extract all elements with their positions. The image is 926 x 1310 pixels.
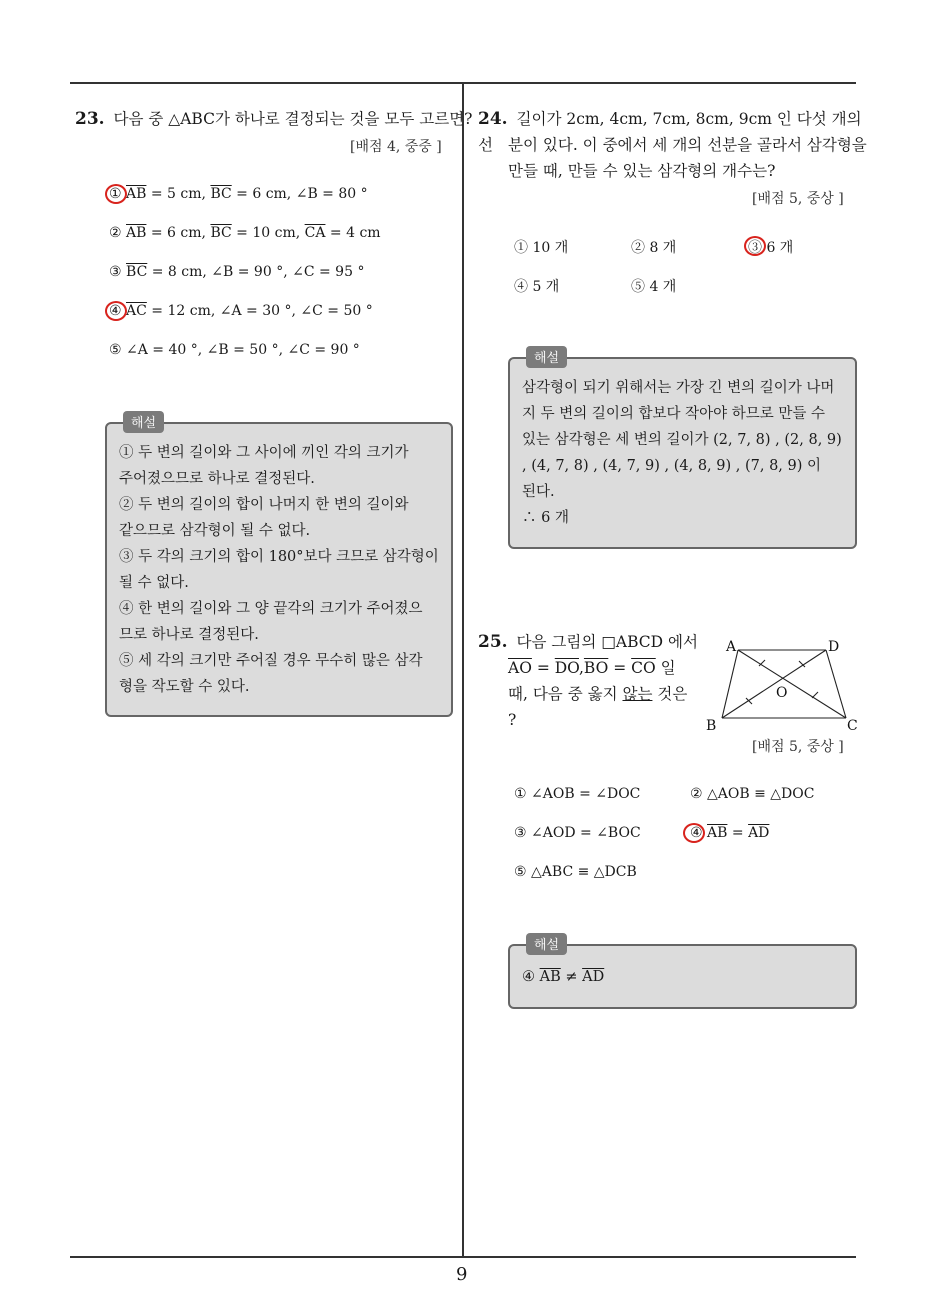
q23-choice-2-part-0: $\overline{AB}$	[126, 225, 147, 241]
choice-number: ②	[690, 786, 708, 802]
q24-number: 24.	[478, 109, 508, 129]
q24-choice-3[interactable]: ③ 6 개	[748, 240, 794, 256]
choice-number: ⑤	[514, 864, 532, 880]
q25-choice-4-part-1: =	[727, 825, 749, 841]
q25-meta: [배점 5, 중상 ]	[752, 739, 844, 755]
q24-solution-box	[508, 351, 857, 549]
q25-choice-3[interactable]	[514, 825, 641, 841]
q25-solution-part-1: $\overline{AB}$	[539, 969, 561, 985]
choice-number: ④	[109, 303, 127, 319]
q23-choice-1[interactable]	[109, 186, 368, 202]
q24-answer-circle-3	[744, 236, 766, 256]
q23-answer-circle-4	[105, 301, 127, 321]
q23-choice-5[interactable]	[109, 342, 360, 358]
q23-choice-2-part-2: $\overline{BC}$	[210, 225, 232, 241]
choice-number: ②	[109, 225, 127, 241]
q23-question-text: 다음 중 △ABC가 하나로 결정되는 것을 모두 고르면?	[113, 110, 473, 128]
choice-number: ③	[514, 825, 532, 841]
q23-choice-4-part-0: $\overline{AC}$	[126, 303, 147, 319]
q23-choice-4-part-1: = 12 cm, ∠A = 30 °, ∠C = 50 °	[146, 303, 373, 319]
q23-choice-2-part-5: = 4 cm	[325, 225, 381, 241]
q23-choice-3-part-1: = 8 cm, ∠B = 90 °, ∠C = 95 °	[147, 264, 365, 280]
q25-choice-2[interactable]	[690, 786, 814, 802]
column-divider	[462, 82, 464, 1257]
q23-solution-line-4: 같으므로 삼각형이 될 수 없다.	[119, 523, 311, 539]
q23-choice-4[interactable]	[109, 303, 373, 319]
q24-question-line-3: 만들 때, 만들 수 있는 삼각형의 개수는?	[508, 162, 776, 180]
q23-choice-2[interactable]	[109, 225, 381, 241]
choice-number: ④	[690, 825, 708, 841]
q23-choice-1-part-0: $\overline{AB}$	[126, 186, 147, 202]
q23-choice-1-part-3: = 6 cm, ∠B = 80 °	[231, 186, 368, 202]
q23-answer-circle-1	[105, 184, 127, 204]
q25-line2-part-6: $\overline{CO}$	[631, 659, 656, 677]
q23-question	[75, 106, 472, 132]
q24-choice-5[interactable]: ⑤ 4 개	[631, 279, 677, 295]
q25-line3-post: 것은	[652, 685, 688, 703]
choice-number: ⑤	[109, 342, 127, 358]
q25-line2-part-3: ,	[578, 659, 584, 677]
label-o: O	[776, 685, 788, 701]
q25-line2-part-2: $\overline{DO}$	[554, 659, 579, 677]
q24-solution-line-2: 지 두 변의 길이의 합보다 작아야 하므로 만들 수	[522, 406, 826, 422]
q25-choice-4-part-0: $\overline{AB}$	[707, 825, 728, 841]
q25-choice-5[interactable]	[514, 864, 637, 880]
q24-choice-4[interactable]: ④ 5 개	[514, 279, 560, 295]
choice-number: ①	[109, 186, 127, 202]
q24-solution-tag: 해설	[526, 346, 567, 368]
q24-solution-text	[522, 375, 850, 531]
footer-rule	[70, 1256, 856, 1258]
q24-solution-line-5: 된다.	[522, 484, 555, 500]
q23-choice-2-part-1: = 6 cm,	[146, 225, 211, 241]
q25-solution-part-0: ④	[522, 969, 540, 985]
q25-solution-text	[522, 964, 604, 990]
q24-solution-line-6: ∴ 6 개	[522, 510, 569, 526]
diagonal-ac	[738, 650, 846, 718]
label-d: D	[828, 639, 840, 655]
q25-solution-part-2: ≠	[560, 969, 583, 985]
q25-question-line-2	[508, 655, 676, 681]
q23-choice-5-part-0: ∠A = 40 °, ∠B = 50 °, ∠C = 90 °	[126, 342, 360, 358]
q24-meta: [배점 5, 중상 ]	[752, 191, 844, 207]
q25-choice-1[interactable]	[514, 786, 640, 802]
choice-number: ①	[514, 786, 532, 802]
q23-solution-line-7: ④ 한 변의 길이와 그 양 끝각의 크기가 주어졌으	[119, 601, 423, 617]
q25-solution-tag: 해설	[526, 933, 567, 955]
quadrilateral-abcd-diagram	[702, 636, 862, 741]
q23-choice-1-part-1: = 5 cm,	[146, 186, 211, 202]
q23-solution-line-3: ② 두 변의 길이의 합이 나머지 한 변의 길이와	[119, 497, 409, 513]
q25-question-line-4: ?	[508, 711, 517, 729]
q25-line2-part-0: $\overline{AO}$	[508, 659, 532, 677]
q23-meta: [배점 4, 중중 ]	[350, 139, 442, 155]
q23-solution-line-6: 될 수 없다.	[119, 575, 189, 591]
q25-choice-1-part-0: ∠AOB = ∠DOC	[531, 786, 641, 802]
q23-solution-line-2: 주어졌으므로 하나로 결정된다.	[119, 471, 315, 487]
q25-line2-part-1: =	[531, 659, 555, 677]
label-b: B	[706, 718, 717, 734]
q25-question-line-3	[508, 681, 687, 707]
q25-question-line-1-text: 다음 그림의 □ABCD 에서	[516, 633, 698, 651]
q23-solution-line-5: ③ 두 각의 크기의 합이 180°보다 크므로 삼각형이	[119, 549, 439, 565]
q25-line3-underlined: 않는	[622, 685, 653, 703]
q25-line2-part-5: =	[608, 659, 632, 677]
q23-solution-box	[105, 416, 453, 717]
label-c: C	[847, 718, 858, 734]
page-number: 9	[456, 1264, 468, 1285]
q25-choice-4-part-2: $\overline{AD}$	[748, 825, 770, 841]
q24-solution-line-1: 삼각형이 되기 위해서는 가장 긴 변의 길이가 나머	[522, 380, 835, 396]
q25-number: 25.	[478, 632, 508, 652]
q25-line3-pre: 때, 다음 중 옳지	[508, 685, 623, 703]
q23-number: 23.	[75, 109, 105, 129]
q24-choice-1[interactable]: ① 10 개	[514, 240, 569, 256]
q23-solution-tag: 해설	[123, 411, 164, 433]
q25-question-line-1	[478, 629, 698, 655]
q24-question-line-2: 분이 있다. 이 중에서 세 개의 선분을 골라서 삼각형을	[508, 136, 867, 154]
choice-number: ③	[109, 264, 127, 280]
q23-choice-1-part-2: $\overline{BC}$	[210, 186, 232, 202]
q25-choice-5-part-0: △ABC ≡ △DCB	[531, 864, 637, 880]
q23-choice-2-part-4: $\overline{CA}$	[304, 225, 326, 241]
q25-solution-part-3: $\overline{AD}$	[582, 969, 605, 985]
q23-solution-line-1: ① 두 변의 길이와 그 사이에 끼인 각의 크기가	[119, 445, 409, 461]
q23-choice-3-part-0: $\overline{BC}$	[126, 264, 148, 280]
q23-solution-line-9: ⑤ 세 각의 크기만 주어질 경우 무수히 많은 삼각	[119, 653, 423, 669]
q25-line2-part-4: $\overline{BO}$	[583, 659, 609, 677]
side-ab	[722, 650, 738, 718]
q23-solution-line-8: 므로 하나로 결정된다.	[119, 627, 259, 643]
q23-solution-text	[119, 440, 445, 700]
q25-choice-2-part-0: △AOB ≡ △DOC	[707, 786, 815, 802]
q24-solution-line-3: 있는 삼각형은 세 변의 길이가 (2, 7, 8) , (2, 8, 9)	[522, 432, 842, 448]
q23-choice-3[interactable]	[109, 264, 364, 280]
diagonal-bd	[722, 650, 826, 718]
tick-co	[812, 692, 818, 698]
label-a: A	[726, 639, 737, 655]
q25-solution-box	[508, 938, 857, 1009]
q25-choice-3-part-0: ∠AOD = ∠BOC	[531, 825, 641, 841]
q25-answer-circle-4	[683, 823, 708, 843]
q25-line2-part-7: 일	[655, 659, 676, 677]
q23-choice-2-part-3: = 10 cm,	[231, 225, 305, 241]
q24-choice-2[interactable]: ② 8 개	[631, 240, 677, 256]
q24-question-line-1: 길이가 2cm, 4cm, 7cm, 8cm, 9cm 인 다섯 개의 선	[478, 110, 862, 154]
q24-solution-line-4: , (4, 7, 8) , (4, 7, 9) , (4, 8, 9) , (7, 8, 9) 이	[522, 458, 822, 474]
q23-solution-line-10: 형을 작도할 수 있다.	[119, 679, 250, 695]
